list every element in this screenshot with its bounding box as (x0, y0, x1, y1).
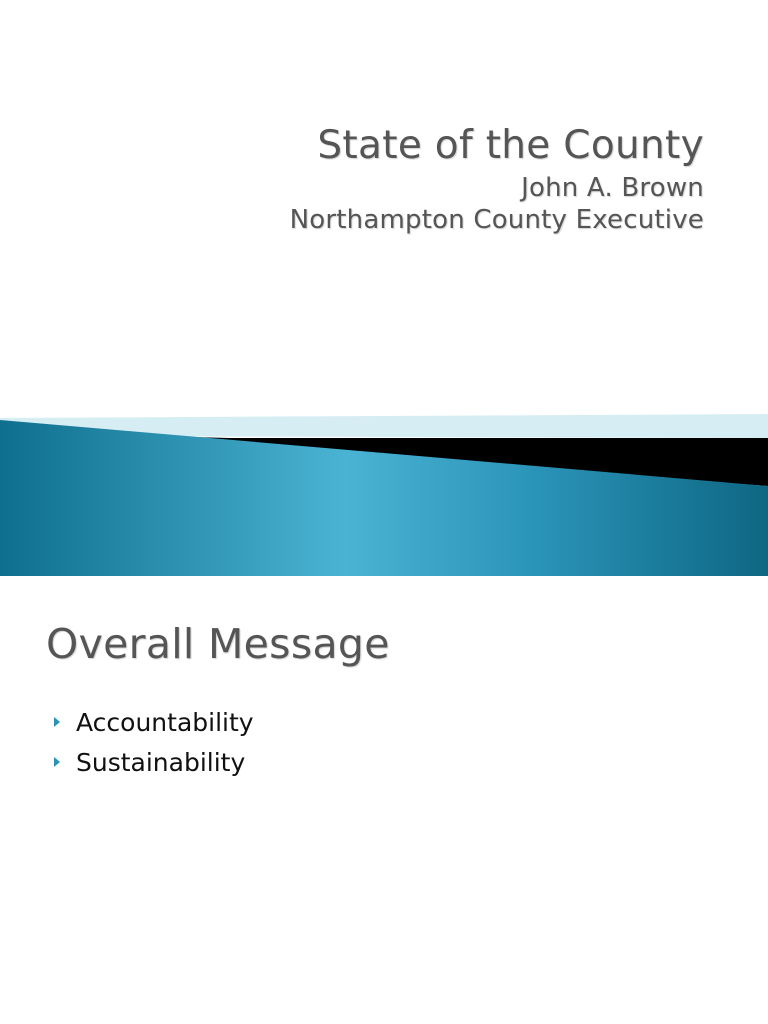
bullet-list (54, 702, 254, 782)
slide-title: State of the County (317, 123, 704, 168)
bullet-text: Sustainability (76, 747, 246, 777)
subtitle-position: Northampton County Executive (289, 205, 704, 235)
title-block (290, 120, 704, 236)
slide-2 (0, 576, 768, 1024)
subtitle-name: John A. Brown (521, 173, 704, 203)
list-item (54, 742, 254, 782)
list-item (54, 702, 254, 742)
decorative-banner (0, 400, 768, 576)
bullet-text: Accountability (76, 707, 254, 737)
slide-title: Overall Message (46, 620, 390, 668)
triangle-bullet-icon (54, 757, 60, 767)
triangle-bullet-icon (54, 717, 60, 727)
